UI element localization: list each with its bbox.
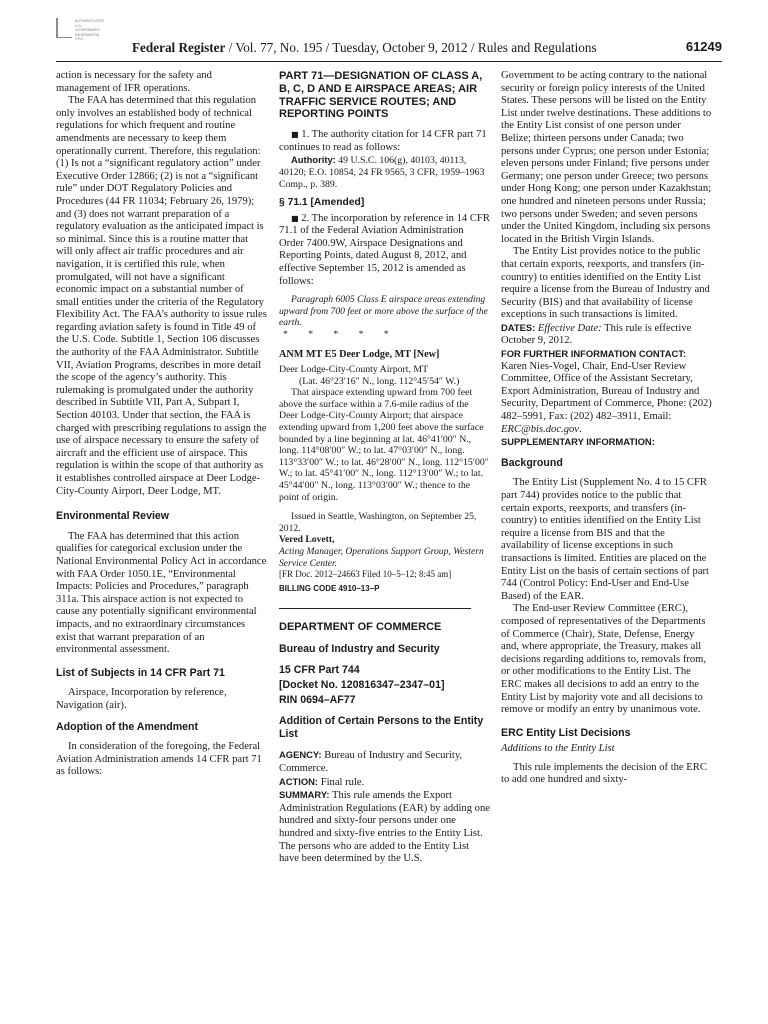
dates-line <box>501 322 712 348</box>
signer-title: Acting Manager, Operations Support Group, Western Service Center. <box>279 546 484 569</box>
agency-text: Bureau of Industry and Security, Commerce. <box>279 750 463 774</box>
paragraph: Airspace, Incorporation by reference, Navigation (air). <box>56 687 227 711</box>
column-1 <box>56 70 267 779</box>
airspace-text: That airspace extending upward from 700 feet above the surface within a 7.6-mile radius of the Deer Lodge-City-County Airport; that airspace extending upward from 1,200 feet above the surface bounded by a line beginning at lat. 46°41′00″ N., long. 114°08′00″ W.; to lat. 47°03′00″ N., long. 113°33′00″ W.; to lat. 46°28′00″ N., long. 112°15′00″ W.; to lat. 45°41′00″ N., long. 112°13′00″ W.; to lat. 45°44′00″ N., long. 113°03′00″ W.; thence to the point of origin. <box>279 387 489 503</box>
docket-number: [Docket No. 120816347–2347–01] <box>279 679 445 692</box>
column-2 <box>279 70 490 866</box>
airspace-designation: ANM MT E5 Deer Lodge, MT [New] <box>279 348 440 360</box>
amendment-text: 2. The incorporation by reference in 14 CFR 71.1 of the Federal Aviation Administration Order 7400.9W, Airspace Designations and Reporting Points, dated August 8, 2012, and effective September 15, 2012 is amended as follows: <box>279 212 490 287</box>
paragraph: The Entity List (Supplement No. 4 to 15 CFR part 744) provides notice to the public that certain exports, reexports, and transfers (in-country) to entities identified on the Entity List require a license from BIS and that the availability of license exceptions in such transactions is limited. Entities are placed on the Entity List on the basis of certain sections of part 744 (Control Policy: End-User and End-Use Based) of the EAR. <box>501 477 710 602</box>
paragraph: action is necessary for the safety and management of IFR operations. <box>56 70 212 94</box>
fr-doc-number: [FR Doc. 2012–24663 Filed 10–5–12; 8:45 am] <box>279 569 452 580</box>
action-text: Final rule. <box>318 776 365 788</box>
contact-info: Karen Nies-Vogel, Chair, End-User Review Committee, Office of the Assistant Secretary, Export Administration, Bureau of Industry and Security, Department of Commerce, Phone: (202) 482–5991, Fax: (202) 482–3911, Email: ERC@bis.doc.gov. <box>501 360 712 435</box>
ellipsis-stars: * * * * * <box>283 328 389 340</box>
supplementary-label: SUPPLEMENTARY INFORMATION: <box>501 436 655 448</box>
part-title: PART 71—DESIGNATION OF CLASS A, B, C, D AND E AIRSPACE AREAS; AIR TRAFFIC SERVICE ROUTES; AND REPORTING POINTS <box>279 70 483 121</box>
section-heading-environmental-review: Environmental Review <box>56 510 170 523</box>
paragraph: The End-user Review Committee (ERC), composed of representatives of the Departments of Commerce (Chair), State, Defense, Energy and, where appropriate, the Treasury, makes all decisions regarding additions to, removals from, or other modifications to the Entity List. The ERC makes all decisions to add an entry to the Entity List by majority vote and all decisions to remove or modify an entry by unanimous vote. <box>501 603 707 716</box>
paragraph: The Entity List provides notice to the public that certain exports, reexports, and transfers (in-country) to entities identified on the Entity List require a license from the Bureau of Industry and Security (BIS) and that availability of license exceptions in such transactions is limited. <box>501 246 710 321</box>
paragraph: The FAA has determined that this action qualifies for categorical exclusion under the National Environmental Policy Act in accordance with FAA Order 1050.1E, “Environmental Impacts: Policies and Procedures,” paragraph 311a. This airspace action is not expected to cause any potentially significant environmental impacts, and no extraordinary circumstances exist that warrant preparation of an environmental assessment. <box>56 530 267 656</box>
page-number: 61249 <box>685 39 722 54</box>
section-divider <box>279 608 471 609</box>
contact-text: Karen Nies-Vogel, Chair, End-User Review Committee, Office of the Assistant Secretary, Export Administration, Bureau of Industry and Security, Department of Commerce, Phone: (202) 482–5991, Fax: (202) 482–3911, Email: <box>501 360 712 423</box>
contact-label: FOR FURTHER INFORMATION CONTACT: <box>501 348 687 360</box>
airport-coordinates: (Lat. 46°23′16″ N., long. 112°45′54″ W.) <box>299 375 460 387</box>
action-label: ACTION: <box>279 775 319 787</box>
paragraph: The FAA has determined that this regulation only involves an established body of technical regulations for which frequent and routine amendments are necessary to keep them operationally current. Therefore, this regulation: (1) Is not a “significant regulatory action” under Executive Order 12866; (2) is not a “significant rule” under DOT Regulatory Policies and Procedures (44 FR 11034; February 26, 1979); and (3) does not warrant preparation of a regulatory evaluation as the anticipated impact is so minimal. Since this is a routine matter that will only affect air traffic procedures and air navigation, it is certified this rule, when promulgated, will not have a significant economic impact on a substantial number of small entities under the criteria of the Regulatory Flexibility Act. The FAA’s authority to issue rules regarding aviation safety is found in Title 49 of the U.S. Code. Subtitle 1, Section 106 discusses the authority of the FAA Administrator. Subtitle VII, Aviation Programs, describes in more detail the scope of the agency’s authority. This rulemaking is promulgated under the authority described in Subtitle VII, Part A, Subpart I, Section 40103. Under that section, the FAA is charged with prescribing regulations to assign the use of airspace necessary to ensure the safety of aircraft and the efficient use of airspace. This regulation is within the scope of that authority as it establishes controlled airspace at Deer Lodge-City-County Airport, Deer Lodge, MT. <box>56 95 267 497</box>
subheading-additions: Additions to the Entity List <box>501 743 615 755</box>
email-link[interactable]: ERC@bis.doc.gov <box>501 423 580 435</box>
amendment-item-2 <box>279 213 490 289</box>
paragraph: This rule implements the decision of the ERC to add one hundred and sixty- <box>501 761 707 786</box>
register-name: Federal Register <box>132 40 226 55</box>
dates-text: This rule is effective October 9, 2012. <box>501 322 692 347</box>
agency-line <box>279 749 490 775</box>
amendment-text: 1. The authority citation for 14 CFR part 71 continues to read as follows: <box>279 129 487 153</box>
issue-info: / Vol. 77, No. 195 / Tuesday, October 9, 2012 / Rules and Regulations <box>225 40 597 55</box>
summary-label: SUMMARY: <box>279 789 330 801</box>
logo-text: AUTHENTICATED U.S. GOVERNMENT INFORMATION GPO <box>75 19 105 41</box>
paragraph: In consideration of the foregoing, the Federal Aviation Administration amends 14 CFR part 71 as follows: <box>56 741 262 778</box>
section-heading-adoption: Adoption of the Amendment <box>56 720 199 733</box>
paragraph: Government to be acting contrary to the national security or foreign policy interests of the United States. These persons will be listed on the Entity List under twelve destinations. These additions to the Entity List consist of one person under Belize; thirteen persons under Canada; two persons under Cyprus; one person under Estonia; eleven persons under Finland; five persons under Germany; one person under Greece; two persons under Hong Kong; one person under Kazakhstan; one hundred and nineteen persons under Russia; two persons under Sweden; and seven persons under the United Kingdom, including six persons located in the British Virgin Islands. <box>501 70 712 245</box>
rin-number: RIN 0694–AF77 <box>279 694 356 707</box>
column-3 <box>501 70 712 787</box>
bureau-name: Bureau of Industry and Security <box>279 643 440 656</box>
paragraph-6005: Paragraph 6005 Class E airspace areas extending upward from 700 feet or more above the surface of the earth. <box>279 294 488 329</box>
running-head <box>132 40 597 56</box>
rule-title: Addition of Certain Persons to the Entity List <box>279 715 484 741</box>
square-bullet-icon: ■ <box>291 213 299 223</box>
agency-label: AGENCY: <box>279 749 322 761</box>
billing-code: BILLING CODE 4910–13–P <box>279 584 380 594</box>
section-heading-background: Background <box>501 456 563 469</box>
page-header <box>56 19 722 62</box>
airport-name: Deer Lodge-City-County Airport, MT <box>279 364 429 376</box>
section-heading-list-of-subjects: List of Subjects in 14 CFR Part 71 <box>56 666 225 679</box>
square-bullet-icon: ■ <box>291 130 299 140</box>
summary-line <box>279 789 490 866</box>
section-heading-erc-decisions: ERC Entity List Decisions <box>501 726 631 739</box>
authority-label: Authority: <box>291 154 336 166</box>
action-line <box>279 776 490 790</box>
dates-label: DATES: <box>501 321 536 333</box>
cfr-part: 15 CFR Part 744 <box>279 664 360 677</box>
authority-text: 49 U.S.C. 106(g), 40103, 40113, 40120; E.O. 10854, 24 FR 9565, 3 CFR, 1959–1963 Comp., p. 389. <box>279 155 485 190</box>
signer-name: Vered Lovett, <box>279 534 335 546</box>
eagle-seal-icon <box>56 18 72 38</box>
department-name: DEPARTMENT OF COMMERCE <box>279 620 442 633</box>
gpo-authentication-logo <box>56 16 105 48</box>
issued-statement: Issued in Seattle, Washington, on September 25, 2012. <box>279 511 477 534</box>
amendment-item-1 <box>279 129 490 154</box>
section-amended: § 71.1 [Amended] <box>279 197 365 209</box>
effective-date-label: Effective Date: <box>535 322 602 334</box>
summary-text: This rule amends the Export Administration Regulations (EAR) by adding one hundred and sixty-four persons under one hundred and sixty-five entries to the Entity List. The persons who are added to the Entity List have been determined by the U.S. <box>279 790 490 865</box>
airspace-description <box>279 364 490 503</box>
authority-citation <box>279 154 490 190</box>
